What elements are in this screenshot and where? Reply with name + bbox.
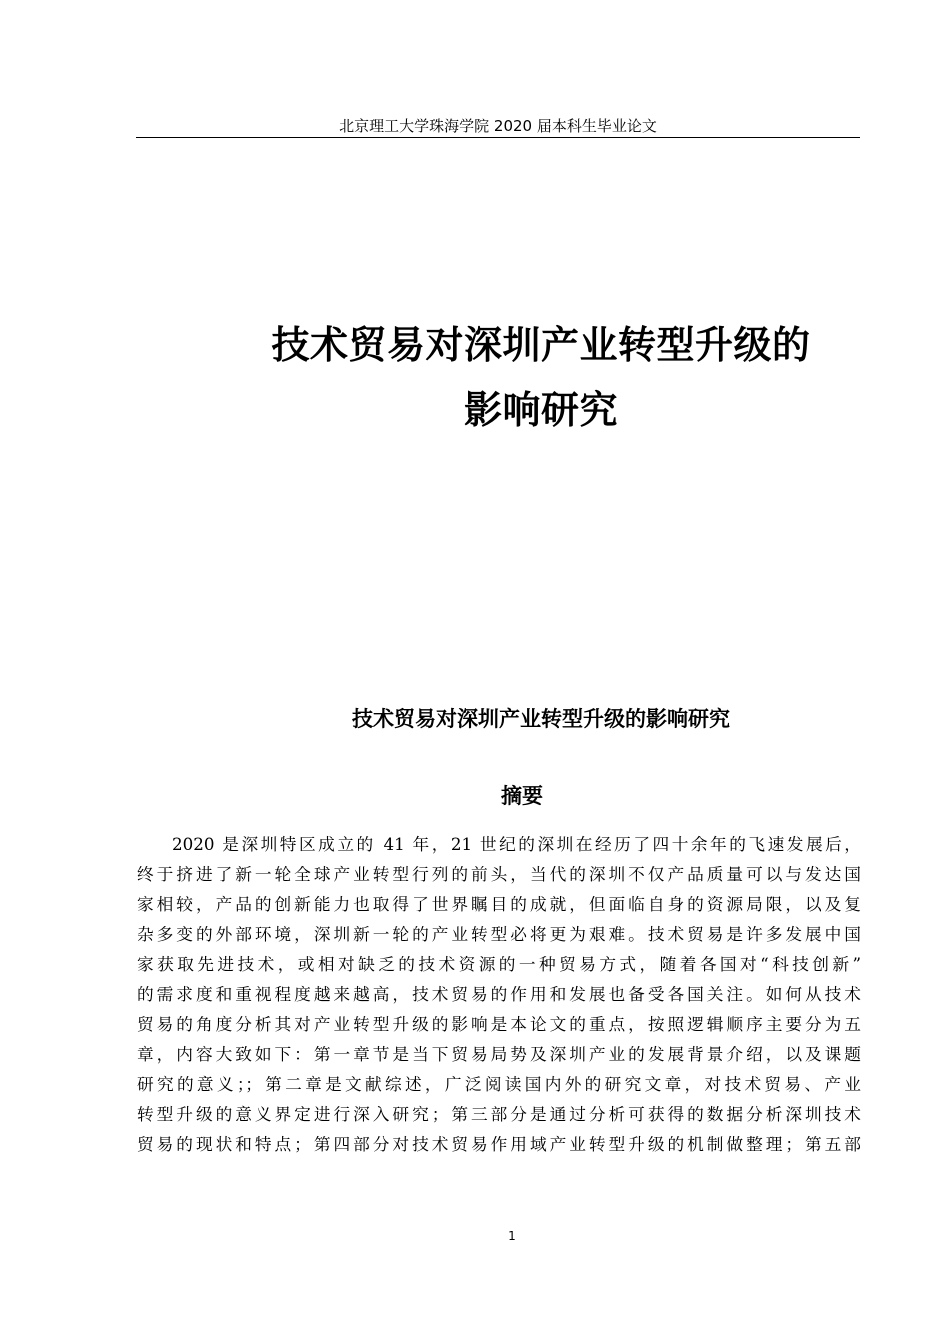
header-rule <box>136 137 860 138</box>
cover-title-line-2: 影响研究 <box>463 388 618 432</box>
running-header: 北京理工大学珠海学院 2020 届本科生毕业论文 <box>339 117 657 135</box>
abstract-line: 的需求度和重视程度越来越高，技术贸易的作用和发展也备受各国关注。如何从技术 <box>137 984 861 1004</box>
abstract-line: 研究的意义；；第二章是文献综述，广泛阅读国内外的研究文章，对技术贸易、产业 <box>137 1074 861 1094</box>
abstract-line: 贸易的现状和特点；第四部分对技术贸易作用域产业转型升级的机制做整理；第五部 <box>137 1134 861 1154</box>
abstract-heading: 摘要 <box>501 784 543 808</box>
abstract-line: 杂多变的外部环境，深圳新一轮的产业转型必将更为艰难。技术贸易是许多发展中国 <box>137 924 861 944</box>
abstract-line: 章，内容大致如下：第一章节是当下贸易局势及深圳产业的发展背景介绍，以及课题 <box>137 1044 861 1064</box>
page-number: 1 <box>508 1229 516 1243</box>
abstract-title: 技术贸易对深圳产业转型升级的影响研究 <box>352 707 730 731</box>
abstract-body <box>137 829 861 1159</box>
abstract-line: 终于挤进了新一轮全球产业转型行列的前头，当代的深圳不仅产品质量可以与发达国 <box>137 864 861 884</box>
cover-title-line-1: 技术贸易对深圳产业转型升级的 <box>271 323 811 367</box>
abstract-line: 家相较，产品的创新能力也取得了世界瞩目的成就，但面临自身的资源局限，以及复 <box>137 894 861 914</box>
abstract-line: 转型升级的意义界定进行深入研究；第三部分是通过分析可获得的数据分析深圳技术 <box>137 1104 861 1124</box>
abstract-line: 2020 是深圳特区成立的 41 年，21 世纪的深圳在经历了四十余年的飞速发展后， <box>172 834 861 854</box>
abstract-line: 贸易的角度分析其对产业转型升级的影响是本论文的重点，按照逻辑顺序主要分为五 <box>137 1014 861 1034</box>
abstract-line: 家获取先进技术，或相对缺乏的技术资源的一种贸易方式，随着各国对“科技创新” <box>137 954 861 974</box>
